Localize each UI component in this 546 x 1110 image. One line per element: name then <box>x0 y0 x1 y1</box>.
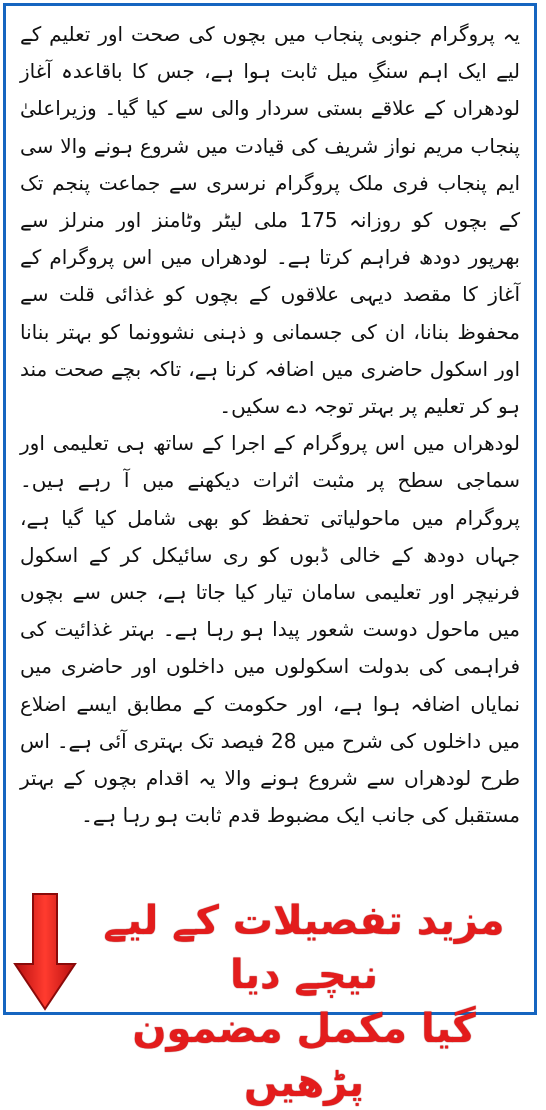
article-paragraph-2: لودھراں میں اس پروگرام کے اجرا کے ساتھ ہی تعلیمی اور سماجی سطح پر مثبت اثرات دیکھنے میں آ رہے ہیں۔ پروگرام میں ماحولیاتی تحفظ کو بھی شامل کیا گیا ہے، جہاں دودھ کے خالی ڈبوں کو ری سائیکل کر کے اسکول فرنیچر اور تعلیمی سامان تیار کیا جاتا ہے، جس سے بچوں میں ماحول دوست شعور پیدا ہو رہا ہے۔ بہتر غذائیت کی فراہمی کی بدولت اسکولوں میں داخلوں اور حاضری میں نمایاں اضافہ ہوا ہے، اور حکومت کے مطابق ایسے اضلاع میں داخلوں کی شرح میں 28 فیصد تک بہتری آئی ہے۔ اس طرح لودھراں سے شروع ہونے والا یہ اقدام بچوں کے بہتر مستقبل کی جانب ایک مضبوط قدم ثابت ہو رہا ہے۔ <box>20 431 521 828</box>
article-paragraph-1: یہ پروگرام جنوبی پنجاب میں بچوں کی صحت اور تعلیم کے لیے ایک اہم سنگِ میل ثابت ہوا ہے، جس کا باقاعدہ آغاز لودھراں کے علاقے بستی سردار والی سے کیا گیا۔ وزیراعلیٰ پنجاب مریم نواز شریف کی قیادت میں شروع ہونے والا سی ایم پنجاب فری ملک پروگرام نرسری سے جماعت پنجم تک کے بچوں کو روزانہ 175 ملی لیٹر وٹامنز اور منرلز سے بھرپور دودھ فراہم کرتا ہے۔ لودھراں میں اس پروگرام کے آغاز کا مقصد دیہی علاقوں کے بچوں کو غذائی قلت سے محفوظ بنانا، ان کی جسمانی و ذہنی نشوونما کو بہتر بنانا اور اسکول حاضری میں اضافہ کرنا ہے، تاکہ بچے صحت مند ہو کر تعلیم پر بہتر توجہ دے سکیں۔ <box>20 22 520 419</box>
read-more-line-1[interactable]: مزید تفصیلات کے لیے نیچے دیا <box>103 898 505 998</box>
article-body <box>20 16 520 834</box>
read-more-text[interactable] <box>84 894 524 1110</box>
arrow-down-icon <box>12 892 78 1012</box>
read-more-banner[interactable] <box>6 888 534 1106</box>
article-frame <box>3 3 537 1106</box>
read-more-line-2[interactable]: گیا مکمل مضمون پڑھیں <box>132 1006 476 1106</box>
